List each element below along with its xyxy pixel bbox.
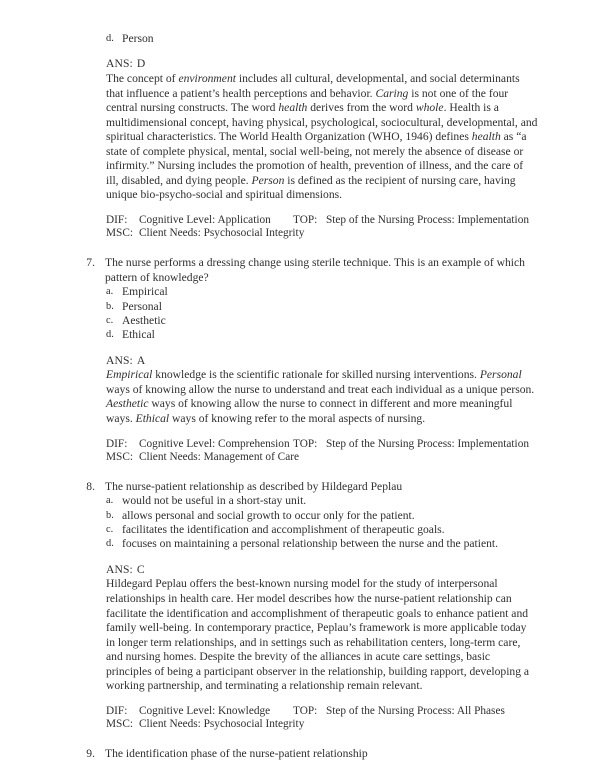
list-item[interactable] — [106, 509, 538, 523]
option-text: allows personal and social growth to occur only for the patient. — [122, 508, 415, 522]
option-letter: b. — [106, 509, 114, 521]
msc-label: MSC: — [106, 718, 134, 731]
option-letter: a. — [106, 286, 114, 298]
dif-label: DIF: — [106, 437, 128, 450]
rationale-paragraph: Empirical knowledge is the scientific rationale for skilled nursing interventions. Personal ways of knowing allow the nurse to understand and treat each individual as a unique person. Aesthetic ways of knowing allow the nurse to connect in different and more meaningful ways. Ethical ways of knowing refer to the moral aspects of nursing. — [106, 368, 535, 425]
option-letter: d. — [106, 538, 114, 550]
option-letter: d. — [106, 33, 114, 44]
option-text: Person — [122, 32, 154, 45]
option-text: Personal — [122, 299, 162, 313]
top-value: Step of the Nursing Process: All Phases — [326, 704, 505, 717]
spacer — [76, 427, 538, 438]
answer-label: ANS: — [106, 562, 133, 576]
question-item — [76, 480, 538, 495]
metadata-row-msc — [106, 227, 538, 241]
metadata-block — [106, 438, 538, 465]
option-text: would not be useful in a short-stay unit. — [122, 494, 307, 508]
question-number: 8. — [86, 479, 95, 493]
question-stem: The nurse-patient relationship as described by Hildegard Peplau — [105, 479, 403, 493]
answer-block-continued — [106, 57, 538, 202]
option-list — [106, 285, 538, 343]
spacer — [76, 241, 538, 256]
answer-line — [106, 563, 538, 578]
metadata-block-continued — [106, 214, 538, 241]
option-text: Empirical — [122, 285, 168, 299]
question-number: 7. — [86, 256, 95, 270]
top-value: Step of the Nursing Process: Implementation — [326, 437, 529, 450]
metadata-row-msc — [106, 451, 538, 465]
question-item — [76, 256, 538, 285]
metadata-row-dif-top — [106, 705, 538, 719]
dif-value: Cognitive Level: Application — [139, 213, 271, 226]
list-item[interactable] — [106, 300, 538, 314]
answer-value: D — [136, 57, 146, 71]
dif-label: DIF: — [106, 213, 128, 226]
question-stem: The nurse performs a dressing change using sterile technique. This is an example of which pattern of knowledge? — [105, 256, 525, 284]
spacer — [76, 46, 538, 57]
msc-label: MSC: — [106, 227, 134, 240]
rationale-paragraph: The concept of environment includes all cultural, developmental, and social determinants that influence a patient’s health perceptions and behavior. Caring is not one of the four central nursing constructs. The word health derives from the word whole. Health is a multidimensional concept, having physical, psychological, sociocultural, developmental, and spiritual characteristics. The World Health Organization (WHO, 1946) defines health as “a state of complete physical, mental, social well-being, not merely the absence of disease or infirmity.” Nursing includes the promotion of health, prevention of illness, and the care of ill, disabled, and dying people. Person is defined as the recipient of nursing care, having unique bio-psycho-social and spiritual dimensions. — [106, 71, 538, 202]
msc-value: Client Needs: Psychosocial Integrity — [139, 227, 305, 240]
list-item[interactable] — [106, 494, 538, 508]
option-letter: b. — [106, 300, 114, 312]
option-letter: c. — [106, 524, 114, 536]
dif-label: DIF: — [106, 704, 128, 717]
option-letter: a. — [106, 495, 114, 507]
list-item[interactable] — [106, 285, 538, 299]
answer-label: ANS: — [106, 57, 133, 71]
answer-value: C — [136, 562, 145, 576]
top-value: Step of the Nursing Process: Implementation — [326, 213, 529, 226]
page-content-column — [76, 32, 538, 762]
metadata-block — [106, 705, 538, 732]
answer-block — [106, 563, 538, 694]
metadata-row-msc — [106, 718, 538, 732]
metadata-row-dif-top — [106, 438, 538, 452]
list-item[interactable] — [106, 314, 538, 328]
msc-label: MSC: — [106, 451, 134, 464]
list-item[interactable] — [106, 328, 538, 342]
option-text: facilitates the identification and accomplishment of therapeutic goals. — [122, 523, 445, 537]
metadata-row-dif-top — [106, 214, 538, 228]
option-text: Aesthetic — [122, 313, 166, 327]
option-letter: c. — [106, 314, 114, 326]
answer-line — [106, 57, 538, 72]
spacer — [76, 552, 538, 563]
answer-line — [106, 354, 538, 369]
option-letter: d. — [106, 329, 114, 341]
spacer — [76, 694, 538, 705]
list-item[interactable] — [106, 523, 538, 537]
option-text: Ethical — [122, 328, 155, 342]
option-list — [106, 494, 538, 552]
answer-label: ANS: — [106, 353, 133, 367]
question-item — [76, 747, 538, 762]
top-label: TOP: — [293, 437, 318, 450]
rationale-paragraph: Hildegard Peplau offers the best-known nursing model for the study of interpersonal relationships in health care. Her model describes how the nurse-patient relationship can facilitate the identification and accomplishment of therapeutic goals to enhance patient and family well-being. In contemporary practice, Peplau’s framework is more applicable today in longer term relationships, and in settings such as rehabilitation centers, long-term care, and nursing homes. Despite the brevity of the alliances in acute care settings, basic principles of being a participant observer in the relationship, building rapport, developing a working partnership, and terminating a relationship remain relevant. — [106, 577, 530, 693]
msc-value: Client Needs: Management of Care — [139, 451, 299, 464]
list-item[interactable] — [106, 32, 538, 46]
question-stem: The identification phase of the nurse-patient relationship — [105, 746, 368, 760]
answer-block — [106, 354, 538, 427]
dif-value: Cognitive Level: Knowledge — [139, 704, 271, 717]
list-item[interactable] — [106, 537, 538, 551]
answer-value: A — [136, 353, 146, 367]
option-list-continued — [106, 32, 538, 46]
top-label: TOP: — [293, 213, 318, 226]
spacer — [76, 465, 538, 480]
top-label: TOP: — [293, 704, 318, 717]
question-number: 9. — [86, 746, 95, 760]
spacer — [76, 343, 538, 354]
msc-value: Client Needs: Psychosocial Integrity — [139, 718, 305, 731]
spacer — [76, 203, 538, 214]
dif-value: Cognitive Level: Comprehension — [139, 437, 290, 450]
option-text: focuses on maintaining a personal relationship between the nurse and the patient. — [122, 537, 499, 551]
spacer — [76, 732, 538, 747]
